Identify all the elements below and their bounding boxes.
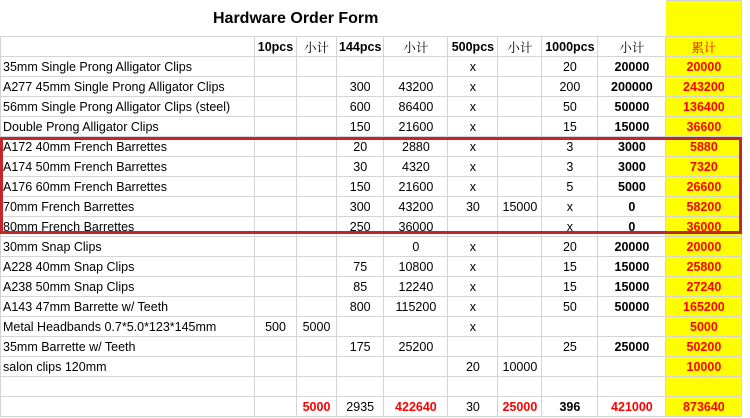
item-name-cell[interactable] [1,377,255,397]
table-cell[interactable]: 2880 [384,137,448,157]
table-cell[interactable] [297,177,337,197]
table-row [1,57,742,77]
item-name-cell[interactable]: A143 47mm Barrette w/ Teeth [1,297,255,317]
cumulative-cell[interactable]: 243200 [666,77,742,97]
table-cell[interactable] [384,317,448,337]
table-cell[interactable] [297,197,337,217]
subtotal-1000-cell[interactable]: 50000 [598,97,666,117]
column-header[interactable]: 小计 [498,37,542,57]
total-cell[interactable]: 5000 [297,397,337,417]
subtotal-1000-cell[interactable] [598,317,666,337]
table-cell[interactable]: x [448,317,498,337]
table-cell[interactable] [255,57,297,77]
table-cell[interactable]: x [448,297,498,317]
table-cell[interactable]: 3 [542,157,598,177]
subtotal-1000-cell[interactable]: 200000 [598,77,666,97]
column-header[interactable]: 1000pcs [542,37,598,57]
item-name-cell[interactable]: Metal Headbands 0.7*5.0*123*145mm [1,317,255,337]
table-cell[interactable] [255,357,297,377]
item-name-cell[interactable]: 56mm Single Prong Alligator Clips (steel) [1,97,255,117]
subtotal-1000-cell[interactable]: 50000 [598,297,666,317]
table-cell[interactable] [255,217,297,237]
table-cell[interactable]: 25200 [384,337,448,357]
table-cell[interactable] [498,377,542,397]
cumulative-cell[interactable]: 27240 [666,277,742,297]
table-cell[interactable] [255,297,297,317]
subtotal-1000-cell[interactable]: 15000 [598,277,666,297]
table-cell[interactable] [255,177,297,197]
table-cell[interactable] [498,317,542,337]
column-header[interactable]: 500pcs [448,37,498,57]
table-cell[interactable]: 10800 [384,257,448,277]
table-cell[interactable] [297,277,337,297]
table-cell[interactable]: 15 [542,277,598,297]
table-cell[interactable] [255,137,297,157]
table-cell[interactable]: 36000 [384,217,448,237]
total-cell[interactable]: 396 [542,397,598,417]
table-cell[interactable]: 300 [337,77,384,97]
table-cell[interactable] [498,297,542,317]
table-row [1,117,742,137]
table-cell[interactable] [498,117,542,137]
table-cell[interactable] [498,57,542,77]
table-cell[interactable]: 5 [542,177,598,197]
table-cell[interactable] [448,337,498,357]
table-row [1,357,742,377]
table-row [1,297,742,317]
total-cell[interactable]: 30 [448,397,498,417]
subtotal-1000-cell[interactable]: 0 [598,217,666,237]
table-cell[interactable]: 0 [384,237,448,257]
cumulative-cell[interactable] [666,377,742,397]
table-row [1,217,742,237]
table-cell[interactable]: 20 [448,357,498,377]
total-cell[interactable]: 2935 [337,397,384,417]
table-cell[interactable]: 200 [542,77,598,97]
table-cell[interactable] [255,197,297,217]
item-name-cell[interactable]: 30mm Snap Clips [1,237,255,257]
table-cell[interactable]: 600 [337,97,384,117]
table-cell[interactable]: 50 [542,297,598,317]
table-row [1,177,742,197]
table-cell[interactable] [337,57,384,77]
table-row [1,337,742,357]
table-cell[interactable] [498,237,542,257]
cumulative-cell[interactable]: 20000 [666,57,742,77]
column-header[interactable]: 累计 [666,37,742,57]
table-cell[interactable] [297,57,337,77]
table-cell[interactable] [255,337,297,357]
table-row [1,377,742,397]
table-cell[interactable] [255,237,297,257]
item-name-cell[interactable]: 80mm French Barrettes [1,217,255,237]
column-header[interactable]: 144pcs [337,37,384,57]
table-cell[interactable] [255,97,297,117]
table-cell[interactable] [542,317,598,337]
table-cell[interactable]: 115200 [384,297,448,317]
table-cell[interactable]: 20 [337,137,384,157]
table-cell[interactable]: x [448,257,498,277]
table-cell[interactable] [297,77,337,97]
table-cell[interactable] [498,97,542,117]
table-cell[interactable] [297,137,337,157]
cumulative-cell[interactable]: 7320 [666,157,742,177]
table-cell[interactable]: 300 [337,197,384,217]
table-cell[interactable]: x [448,137,498,157]
cumulative-cell[interactable]: 50200 [666,337,742,357]
cumulative-cell[interactable]: 10000 [666,357,742,377]
cumulative-cell[interactable]: 5880 [666,137,742,157]
table-row [1,197,742,217]
cumulative-cell[interactable]: 20000 [666,237,742,257]
cumulative-cell[interactable]: 26600 [666,177,742,197]
table-cell[interactable] [297,357,337,377]
table-cell[interactable] [337,317,384,337]
table-row [1,97,742,117]
table-cell[interactable] [255,257,297,277]
table-cell[interactable]: 21600 [384,117,448,137]
table-row [1,257,742,277]
cumulative-cell[interactable]: 36000 [666,217,742,237]
item-name-cell[interactable]: A238 50mm Snap Clips [1,277,255,297]
subtotal-1000-cell[interactable]: 25000 [598,337,666,357]
table-cell[interactable]: x [542,217,598,237]
subtotal-1000-cell[interactable]: 3000 [598,137,666,157]
table-cell[interactable] [297,217,337,237]
cumulative-column-top[interactable] [666,1,742,37]
item-name-cell[interactable]: A277 45mm Single Prong Alligator Clips [1,77,255,97]
table-row [1,157,742,177]
item-name-cell[interactable]: A176 60mm French Barrettes [1,177,255,197]
column-header[interactable]: 10pcs [255,37,297,57]
table-cell[interactable]: 50 [542,97,598,117]
subtotal-1000-cell[interactable] [598,377,666,397]
table-cell[interactable]: 21600 [384,177,448,197]
table-cell[interactable]: x [448,177,498,197]
table-cell[interactable]: x [448,57,498,77]
cumulative-cell[interactable]: 36600 [666,117,742,137]
table-cell[interactable] [255,117,297,137]
table-cell[interactable] [337,357,384,377]
table-cell[interactable] [297,117,337,137]
table-cell[interactable] [498,157,542,177]
table-cell[interactable] [384,377,448,397]
table-row [1,77,742,97]
subtotal-1000-cell[interactable]: 20000 [598,237,666,257]
subtotal-1000-cell[interactable]: 5000 [598,177,666,197]
table-cell[interactable] [255,77,297,97]
cumulative-cell[interactable]: 5000 [666,317,742,337]
title-row [1,1,742,37]
table-cell[interactable] [255,377,297,397]
table-cell[interactable]: 75 [337,257,384,277]
table-cell[interactable] [498,137,542,157]
table-row [1,317,742,337]
column-header[interactable]: 小计 [297,37,337,57]
table-cell[interactable]: 10000 [498,357,542,377]
table-cell[interactable] [498,277,542,297]
item-name-cell[interactable]: A228 40mm Snap Clips [1,257,255,277]
table-cell[interactable] [255,157,297,177]
column-header[interactable] [1,37,255,57]
table-cell[interactable] [542,377,598,397]
table-cell[interactable]: 500 [255,317,297,337]
table-cell[interactable]: 150 [337,177,384,197]
table-cell[interactable] [255,277,297,297]
table-cell[interactable] [498,217,542,237]
table-cell[interactable]: 30 [448,197,498,217]
table-cell[interactable]: 250 [337,217,384,237]
table-cell[interactable] [297,337,337,357]
table-cell[interactable] [384,57,448,77]
table-cell[interactable]: 12240 [384,277,448,297]
table-cell[interactable]: 800 [337,297,384,317]
table-cell[interactable]: 150 [337,117,384,137]
table-cell[interactable] [337,237,384,257]
table-cell[interactable]: 86400 [384,97,448,117]
table-cell[interactable]: 175 [337,337,384,357]
table-cell[interactable]: x [542,197,598,217]
table-cell[interactable] [384,357,448,377]
table-cell[interactable] [498,257,542,277]
table-cell[interactable]: x [448,77,498,97]
subtotal-1000-cell[interactable]: 0 [598,197,666,217]
table-cell[interactable]: 15000 [498,197,542,217]
cumulative-cell[interactable]: 25800 [666,257,742,277]
subtotal-1000-cell[interactable]: 3000 [598,157,666,177]
total-cell[interactable] [1,397,255,417]
table-cell[interactable]: 4320 [384,157,448,177]
table-cell[interactable] [297,157,337,177]
total-cell[interactable]: 421000 [598,397,666,417]
table-cell[interactable]: 43200 [384,197,448,217]
table-cell[interactable]: x [448,237,498,257]
cumulative-cell[interactable]: 165200 [666,297,742,317]
item-name-cell[interactable]: Double Prong Alligator Clips [1,117,255,137]
table-cell[interactable]: x [448,157,498,177]
subtotal-1000-cell[interactable]: 15000 [598,117,666,137]
table-cell[interactable] [498,337,542,357]
table-cell[interactable]: 15 [542,117,598,137]
totals-row [1,397,742,417]
table-cell[interactable] [297,377,337,397]
table-cell[interactable]: 20 [542,237,598,257]
table-cell[interactable] [297,97,337,117]
table-cell[interactable] [297,237,337,257]
table-cell[interactable] [448,377,498,397]
table-cell[interactable] [448,217,498,237]
cumulative-cell[interactable]: 136400 [666,97,742,117]
total-cell[interactable] [255,397,297,417]
table-cell[interactable]: 3 [542,137,598,157]
subtotal-1000-cell[interactable]: 20000 [598,57,666,77]
table-cell[interactable] [297,257,337,277]
cumulative-cell[interactable]: 58200 [666,197,742,217]
column-header[interactable]: 小计 [384,37,448,57]
table-cell[interactable]: 5000 [297,317,337,337]
table-cell[interactable]: x [448,277,498,297]
table-cell[interactable] [297,297,337,317]
table-cell[interactable]: 30 [337,157,384,177]
table-cell[interactable] [337,377,384,397]
table-cell[interactable]: 15 [542,257,598,277]
header-row [1,37,742,57]
subtotal-1000-cell[interactable] [598,357,666,377]
table-row [1,277,742,297]
column-header[interactable]: 小计 [598,37,666,57]
table-row [1,137,742,157]
table-cell[interactable]: 25 [542,337,598,357]
item-name-cell[interactable]: salon clips 120mm [1,357,255,377]
total-cell[interactable]: 25000 [498,397,542,417]
total-cell[interactable]: 873640 [666,397,742,417]
table-cell[interactable]: x [448,97,498,117]
table-cell[interactable] [498,77,542,97]
total-cell[interactable]: 422640 [384,397,448,417]
item-name-cell[interactable]: A172 40mm French Barrettes [1,137,255,157]
table-row [1,237,742,257]
table-cell[interactable] [542,357,598,377]
table-cell[interactable]: 85 [337,277,384,297]
item-name-cell[interactable]: 70mm French Barrettes [1,197,255,217]
table-cell[interactable]: x [448,117,498,137]
item-name-cell[interactable]: 35mm Single Prong Alligator Clips [1,57,255,77]
table-cell[interactable]: 43200 [384,77,448,97]
item-name-cell[interactable]: 35mm Barrette w/ Teeth [1,337,255,357]
table-cell[interactable] [498,177,542,197]
page-title: Hardware Order Form [1,1,666,37]
item-name-cell[interactable]: A174 50mm French Barrettes [1,157,255,177]
subtotal-1000-cell[interactable]: 15000 [598,257,666,277]
table-cell[interactable]: 20 [542,57,598,77]
